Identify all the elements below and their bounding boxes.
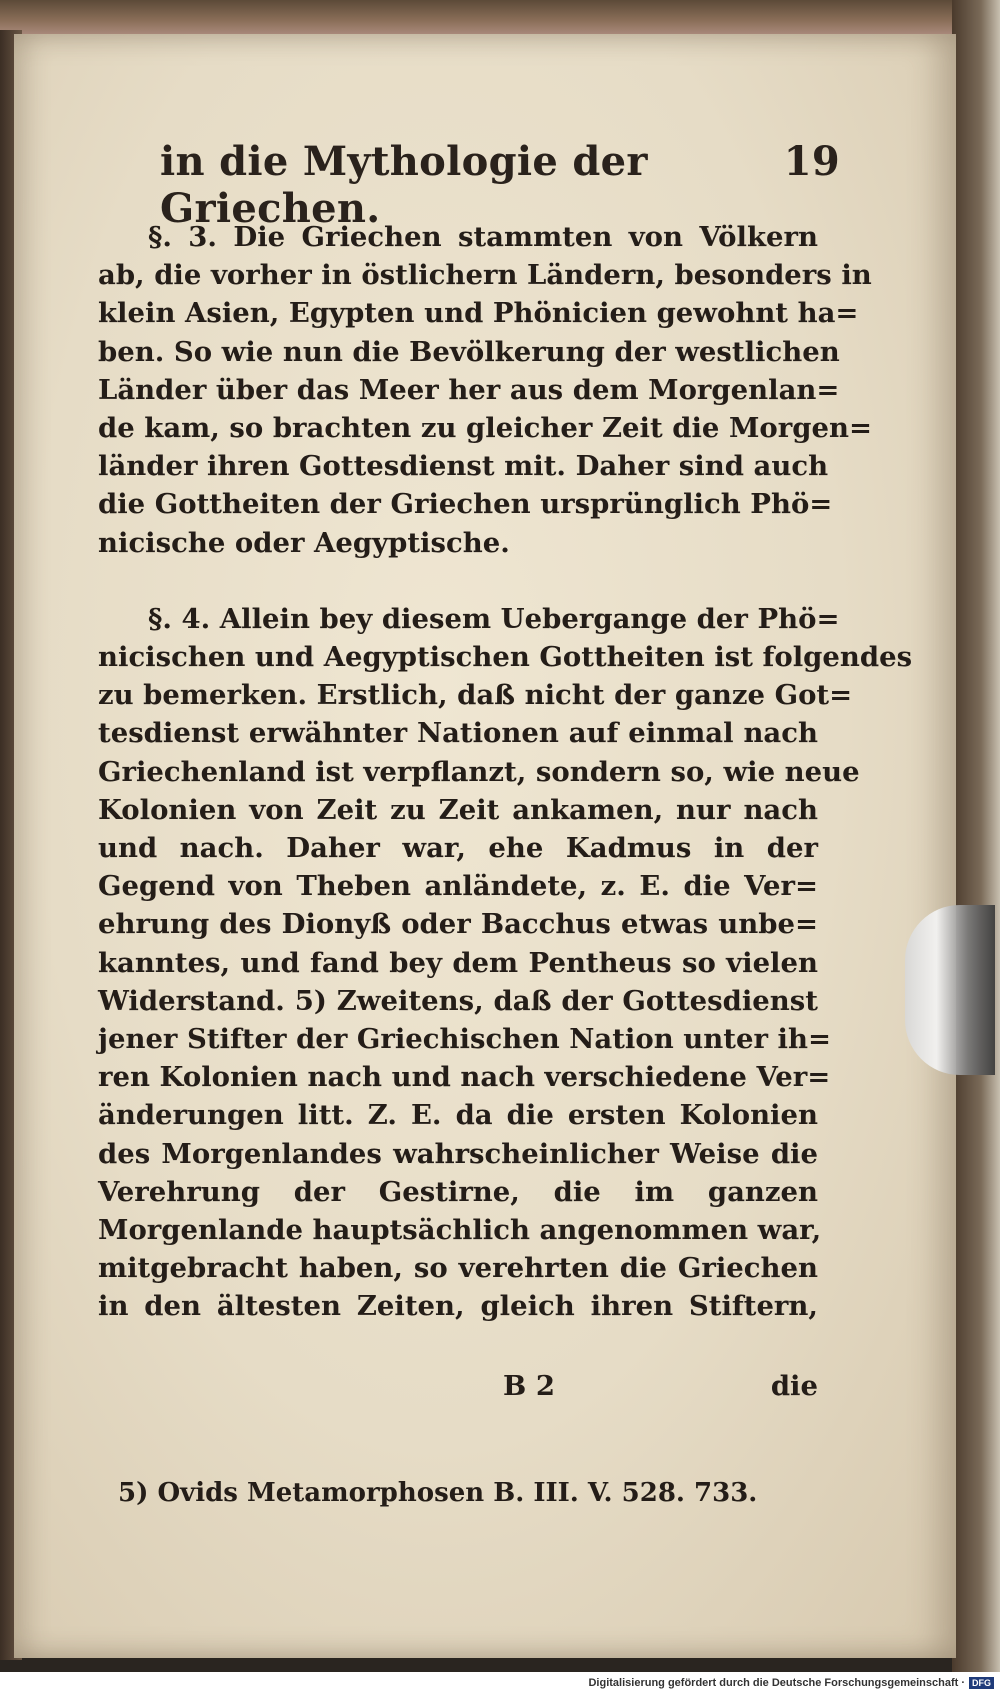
signature-mark: B 2: [503, 1370, 555, 1402]
text-line: in den ältesten Zeiten, gleich ihren Stiftern,: [98, 1290, 818, 1323]
text-line: nicische oder Aegyptische.: [98, 526, 510, 559]
text-line: ren Kolonien nach und nach verschiedene Ver=: [98, 1061, 831, 1094]
page-number: 19: [783, 138, 840, 185]
footnote: 5) Ovids Metamorphosen B. III. V. 528. 733.: [118, 1478, 758, 1508]
text-line: länder ihren Gottesdienst mit. Daher sind auch: [98, 450, 829, 483]
catchword: die: [770, 1370, 818, 1402]
text-line: Morgenlande hauptsächlich angenommen war,: [98, 1214, 822, 1247]
text-line: ehrung des Dionyß oder Bacchus etwas unbe=: [98, 908, 818, 941]
text-line: ben. So wie nun die Bevölkerung der westlichen: [98, 335, 840, 368]
bookmark-clip: [905, 905, 995, 1075]
text-line: Widerstand. 5) Zweitens, daß der Gottesdienst: [98, 984, 818, 1017]
text-line: §. 4. Allein bey diesem Uebergange der Phö=: [148, 602, 840, 635]
digitization-credit: [0, 1672, 1000, 1693]
text-line: ab, die vorher in östlichern Ländern, besonders in: [98, 259, 872, 292]
paragraph-2: [98, 600, 913, 1326]
text-line: änderungen litt. Z. E. da die ersten Kolonien: [98, 1099, 818, 1132]
text-line: des Morgenlandes wahrscheinlicher Weise die: [98, 1137, 818, 1170]
running-head-title: in die Mythologie der Griechen.: [160, 138, 648, 232]
paragraph-1: [98, 218, 873, 562]
dfg-logo: DFG: [969, 1677, 994, 1689]
catchline: [98, 1370, 818, 1402]
text-line: nicischen und Aegyptischen Gottheiten ist folgendes: [98, 641, 913, 674]
text-line: jener Stifter der Griechischen Nation unter ih=: [98, 1023, 832, 1056]
text-line: zu bemerken. Erstlich, daß nicht der ganze Got=: [98, 679, 853, 712]
body-text: [98, 218, 913, 1326]
text-line: Länder über das Meer her aus dem Morgenlan=: [98, 373, 840, 406]
credit-text: Digitalisierung gefördert durch die Deutsche Forschungsgemeinschaft ·: [588, 1676, 965, 1689]
text-line: und nach. Daher war, ehe Kadmus in der: [98, 832, 818, 865]
text-line: de kam, so brachten zu gleicher Zeit die Morgen=: [98, 412, 873, 445]
text-line: klein Asien, Egypten und Phönicien gewohnt ha=: [98, 297, 859, 330]
text-line: die Gottheiten der Griechen ursprünglich Phö=: [98, 488, 833, 521]
text-line: mitgebracht haben, so verehrten die Griechen: [98, 1252, 818, 1285]
text-line: kanntes, und fand bey dem Pentheus so vielen: [98, 946, 818, 979]
book-top-edge: [0, 0, 960, 34]
text-line: Griechenland ist verpflanzt, sondern so, wie neue: [98, 755, 860, 788]
text-line: tesdienst erwähnter Nationen auf einmal nach: [98, 717, 818, 750]
book-right-cover: [952, 0, 1000, 1690]
text-line: Verehrung der Gestirne, die im ganzen: [98, 1175, 818, 1208]
text-line: Gegend von Theben anländete, z. E. die Ver=: [98, 870, 818, 903]
paragraph-gap: [98, 562, 818, 600]
text-line: Kolonien von Zeit zu Zeit ankamen, nur nach: [98, 793, 818, 826]
text-line: §. 3. Die Griechen stammten von Völkern: [148, 221, 818, 253]
